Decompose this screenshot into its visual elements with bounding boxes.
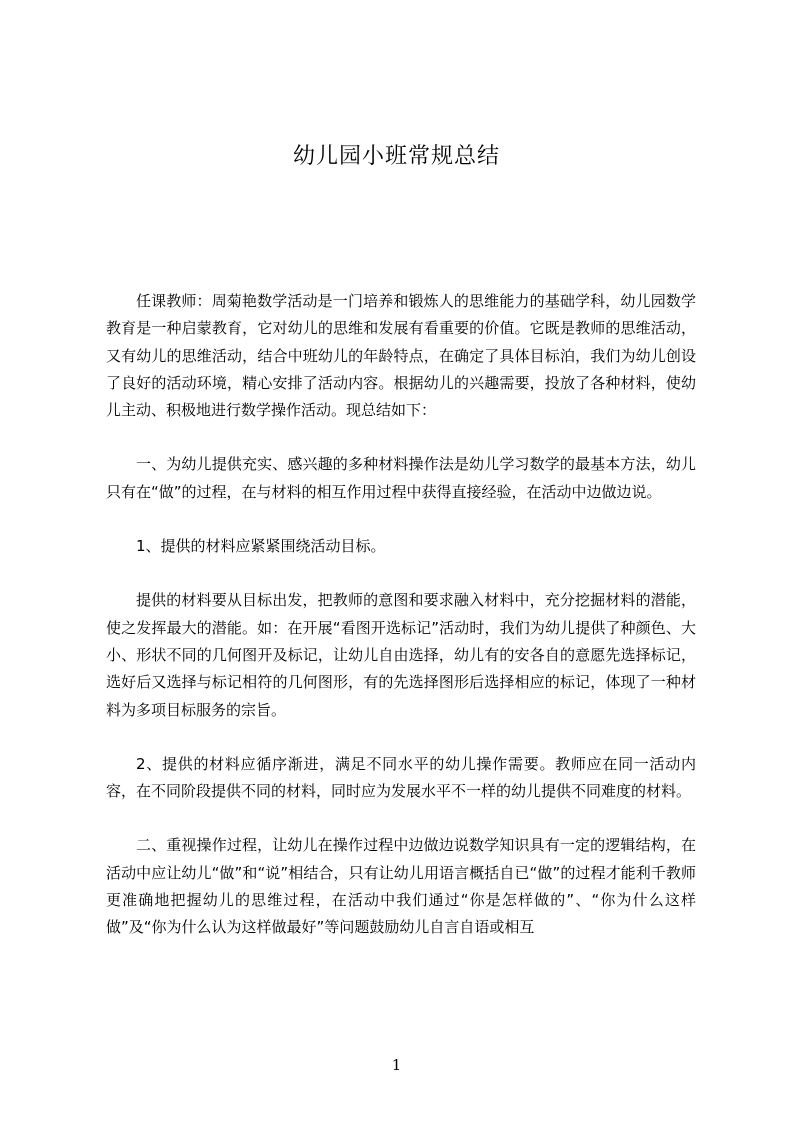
paragraph-intro: 任课教师：周菊艳数学活动是一门培养和锻炼人的思维能力的基础学科，幼儿园数学教育是一种启蒙教育，它对幼儿的思维和发展有看重要的价值。它既是教师的思维活动，又有幼儿的思维活动，结合中班幼儿的年龄特点，在确定了具体目标泊，我们为幼儿创设了良好的活动环境，精心安排了活动内容。根据幼儿的兴趣需要，投放了各种材料，使幼儿主动、积极地进行数学操作活动。现总结如下： <box>106 292 696 420</box>
paragraph-spacer <box>106 724 696 751</box>
document-title: 幼儿园小班常规总结 <box>292 144 500 169</box>
paragraph-spacer <box>106 506 696 533</box>
paragraph-spacer <box>106 805 696 832</box>
paragraph-spacer <box>106 424 696 451</box>
paragraph-spacer <box>106 560 696 587</box>
document-body <box>106 288 696 942</box>
paragraph-section-2: 二、重视操作过程，让幼儿在操作过程中边做边说数学知识具有一定的逻辑结构，在活动中应让幼儿“做”和“说”相结合，只有让幼儿用语言概括自已“做”的过程才能利千教师更准确地把握幼儿的思维过程，在活动中我们通过“你是怎样做的”、“你为什么这样做”及“你为什么认为这样做最好”等问题鼓励幼儿自言自语或相互 <box>106 836 696 937</box>
page-number: 1 <box>391 1056 402 1074</box>
paragraph-point-1-detail: 提供的材料要从目标出发，把教师的意图和要求融入材料中，充分挖掘材料的潜能，使之发挥最大的潜能。如：在开展“看图开选标记”活动时，我们为幼儿提供了种颜色、大小、形状不同的几何图开及标记，让幼儿自由选择，幼儿有的安各自的意愿先选择标记，选好后又选择与标记相符的几何图形，有的先选择图形后选择相应的标记，体现了一种材料为多项目标服务的宗旨。 <box>106 591 696 719</box>
paragraph-point-1: 1、提供的材料应紧紧围绕活动目标。 <box>136 537 386 556</box>
paragraph-section-1: 一、为幼儿提供充实、感兴趣的多种材料操作法是幼儿学习数学的最基本方法，幼儿只有在“做”的过程，在与材料的相互作用过程中获得直接经验，在活动中边做边说。 <box>106 455 696 501</box>
paragraph-point-2: 2、提供的材料应循序渐进，满足不同水平的幼儿操作需要。教师应在同一活动内容，在不同阶段提供不同的材料，同时应为发展水平不一样的幼儿提供不同难度的材料。 <box>106 754 696 801</box>
